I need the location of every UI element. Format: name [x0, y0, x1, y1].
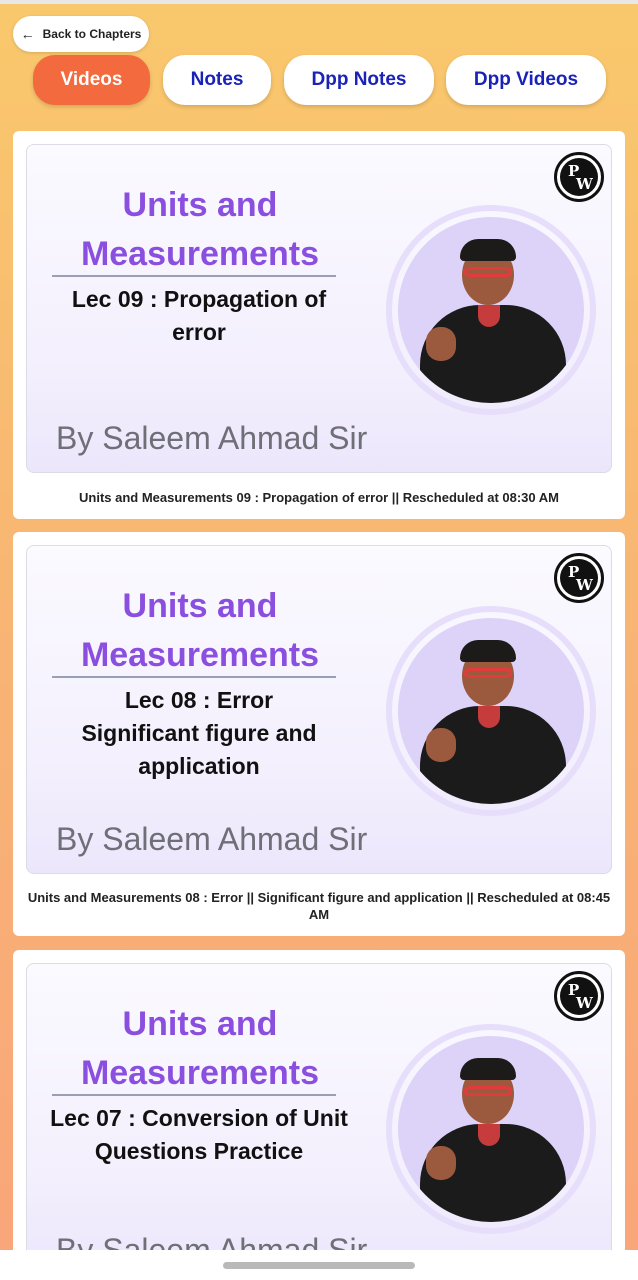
video-caption: Units and Measurements 09 : Propagation of error || Rescheduled at 08:30 AM — [79, 490, 559, 505]
video-thumbnail[interactable] — [26, 545, 612, 874]
thumbnail-title: Units and Measurements — [80, 1005, 320, 1092]
instructor-portrait — [394, 213, 588, 407]
instructor-portrait — [394, 1032, 588, 1226]
content-tabs — [0, 55, 638, 105]
video-caption: Units and Measurements 08 : Error || Significant figure and application || Rescheduled at 08:45 AM — [27, 890, 611, 922]
pw-logo-icon: P W — [554, 553, 604, 603]
instructor-byline: By Saleem Ahmad Sir — [56, 821, 368, 857]
tab-dpp-notes[interactable]: Dpp Notes — [284, 55, 434, 105]
video-card[interactable] — [13, 131, 625, 519]
arrow-left-icon: ← — [20, 26, 35, 42]
instructor-byline: By Saleem Ahmad Sir — [56, 420, 368, 456]
video-card[interactable] — [13, 950, 625, 1280]
lecture-title: Lec 08 : Error Significant figure and application — [81, 687, 317, 779]
video-thumbnail[interactable] — [26, 144, 612, 473]
status-strip — [0, 0, 638, 4]
video-card[interactable] — [13, 532, 625, 936]
thumbnail-title: Units and Measurements — [80, 186, 320, 273]
instructor-portrait — [394, 614, 588, 808]
back-to-chapters-button[interactable] — [13, 16, 149, 52]
thumbnail-title: Units and Measurements — [80, 587, 320, 674]
title-divider — [52, 1094, 336, 1096]
lecture-title: Lec 07 : Conversion of Unit Questions Practice — [50, 1105, 348, 1164]
title-divider — [52, 676, 336, 678]
tab-notes[interactable]: Notes — [163, 55, 271, 105]
lecture-title: Lec 09 : Propagation of error — [71, 286, 327, 345]
title-divider — [52, 275, 336, 277]
back-button-label: Back to Chapters — [42, 27, 142, 41]
pw-logo-icon: P W — [554, 152, 604, 202]
video-thumbnail[interactable] — [26, 963, 612, 1273]
home-indicator[interactable] — [223, 1262, 415, 1269]
tab-dpp-videos[interactable]: Dpp Videos — [446, 55, 606, 105]
tab-videos[interactable]: Videos — [33, 55, 150, 105]
pw-logo-icon: P W — [554, 971, 604, 1021]
